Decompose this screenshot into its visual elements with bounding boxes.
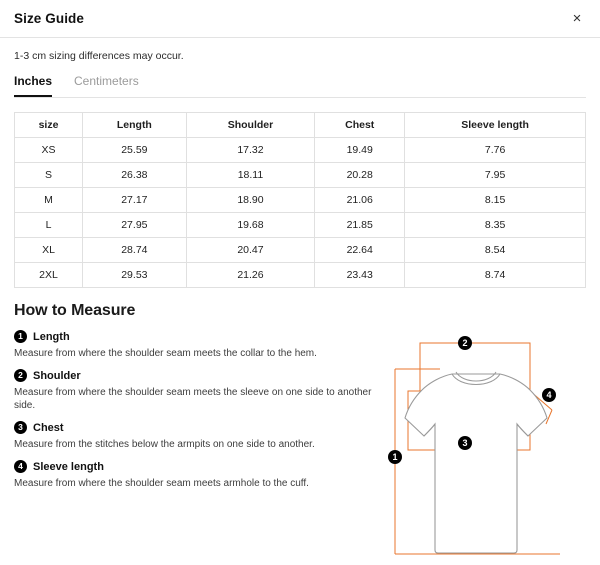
cell-chest: 21.85 — [315, 213, 405, 238]
step-badge-1: 1 — [14, 330, 27, 343]
cell-length: 26.38 — [83, 163, 187, 188]
page-title: Size Guide — [14, 11, 85, 26]
cell-length: 29.53 — [83, 263, 187, 288]
cell-length: 27.95 — [83, 213, 187, 238]
measure-heading — [14, 460, 374, 473]
cell-size: 2XL — [15, 263, 83, 288]
measure-instruction-list — [14, 330, 374, 565]
measure-desc-shoulder: Measure from where the shoulder seam meets the sleeve on one side to another side. — [14, 387, 372, 411]
sizing-note: 1-3 cm sizing differences may occur. — [14, 50, 184, 62]
measure-desc-sleeve-length: Measure from where the shoulder seam meets armhole to the cuff. — [14, 478, 309, 489]
cell-shoulder: 18.11 — [186, 163, 314, 188]
column-header-sleeve-length: Sleeve length — [405, 113, 586, 138]
column-header-shoulder: Shoulder — [186, 113, 314, 138]
how-to-measure-title: How to Measure — [14, 302, 136, 319]
cell-sleeve-length: 7.76 — [405, 138, 586, 163]
list-item — [14, 421, 374, 451]
cell-sleeve-length: 8.54 — [405, 238, 586, 263]
table-row — [15, 263, 586, 288]
table-row — [15, 213, 586, 238]
measure-name-sleeve-length: Sleeve length — [33, 460, 104, 473]
cell-shoulder: 21.26 — [186, 263, 314, 288]
diagram-marker-1: 1 — [388, 450, 402, 464]
cell-sleeve-length: 8.74 — [405, 263, 586, 288]
unit-tabs — [14, 74, 586, 98]
table-row — [15, 163, 586, 188]
step-badge-2: 2 — [14, 369, 27, 382]
diagram-marker-4: 4 — [542, 388, 556, 402]
cell-size: XL — [15, 238, 83, 263]
table-row — [15, 238, 586, 263]
cell-sleeve-length: 8.15 — [405, 188, 586, 213]
column-header-chest: Chest — [315, 113, 405, 138]
measure-desc-length: Measure from where the shoulder seam meets the collar to the hem. — [14, 348, 317, 359]
cell-size: S — [15, 163, 83, 188]
cell-length: 27.17 — [83, 188, 187, 213]
diagram-marker-3: 3 — [458, 436, 472, 450]
table-row — [15, 138, 586, 163]
measure-name-length: Length — [33, 330, 70, 343]
size-chart-table — [14, 112, 586, 288]
measure-name-shoulder: Shoulder — [33, 369, 81, 382]
cell-size: M — [15, 188, 83, 213]
measure-name-chest: Chest — [33, 421, 64, 434]
step-badge-4: 4 — [14, 460, 27, 473]
close-icon[interactable]: × — [568, 10, 586, 28]
cell-chest: 23.43 — [315, 263, 405, 288]
tab-inches[interactable]: Inches — [14, 74, 52, 97]
cell-chest: 19.49 — [315, 138, 405, 163]
cell-size: L — [15, 213, 83, 238]
cell-chest: 21.06 — [315, 188, 405, 213]
tshirt-illustration-svg — [380, 332, 598, 565]
cell-shoulder: 20.47 — [186, 238, 314, 263]
list-item — [14, 369, 374, 412]
column-header-length: Length — [83, 113, 187, 138]
list-item — [14, 460, 374, 490]
cell-shoulder: 19.68 — [186, 213, 314, 238]
cell-size: XS — [15, 138, 83, 163]
cell-length: 28.74 — [83, 238, 187, 263]
table-row — [15, 188, 586, 213]
diagram-marker-2: 2 — [458, 336, 472, 350]
measure-heading — [14, 330, 374, 343]
measure-heading — [14, 369, 374, 382]
measure-heading — [14, 421, 374, 434]
cell-chest: 20.28 — [315, 163, 405, 188]
tab-centimeters[interactable]: Centimeters — [74, 74, 139, 97]
modal-header — [0, 0, 600, 38]
cell-shoulder: 18.90 — [186, 188, 314, 213]
how-to-measure-section — [14, 330, 586, 565]
cell-sleeve-length: 7.95 — [405, 163, 586, 188]
tshirt-diagram — [380, 332, 598, 565]
list-item — [14, 330, 374, 360]
step-badge-3: 3 — [14, 421, 27, 434]
table-header-row — [15, 113, 586, 138]
cell-shoulder: 17.32 — [186, 138, 314, 163]
modal-body — [0, 38, 600, 565]
measure-desc-chest: Measure from the stitches below the armpits on one side to another. — [14, 439, 315, 450]
cell-chest: 22.64 — [315, 238, 405, 263]
cell-length: 25.59 — [83, 138, 187, 163]
column-header-size: size — [15, 113, 83, 138]
cell-sleeve-length: 8.35 — [405, 213, 586, 238]
